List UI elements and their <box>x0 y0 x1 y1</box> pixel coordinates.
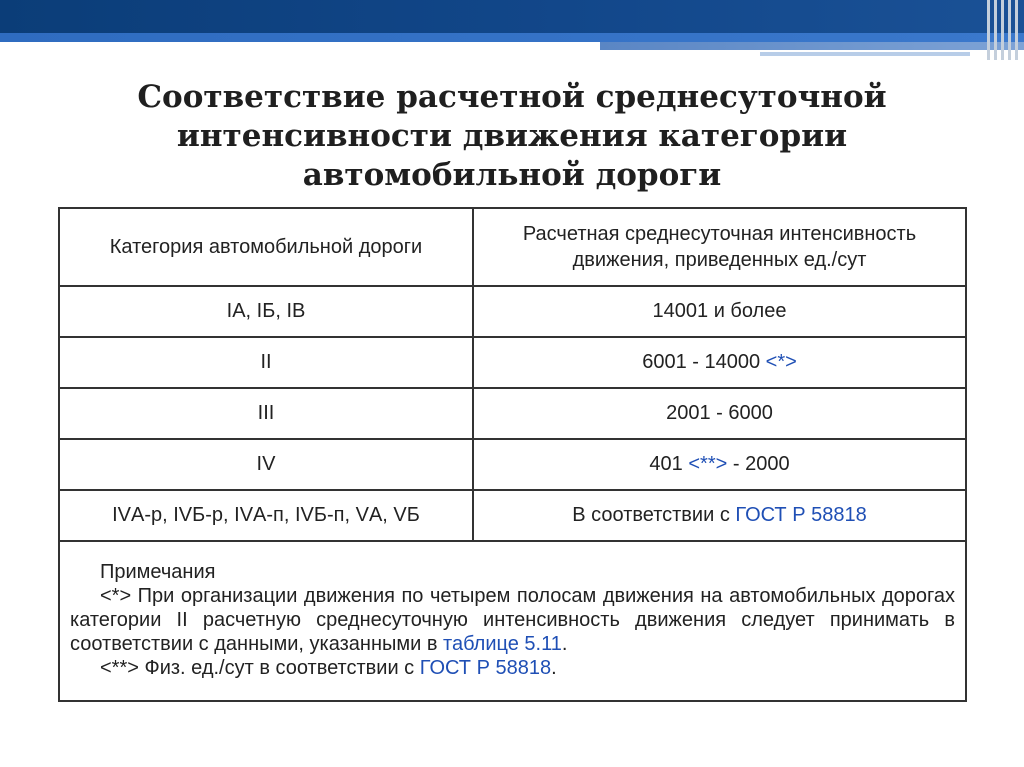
title-line-2: интенсивности движения категории <box>176 118 848 154</box>
slide-title <box>0 78 1024 195</box>
note-1 <box>70 584 955 656</box>
title-line-3: автомобильной дороги <box>302 157 722 193</box>
gost-link[interactable]: ГОСТ Р 58818 <box>735 504 867 526</box>
category-cell: IVА-р, IVБ-р, IVА-п, IVБ-п, VА, VБ <box>59 490 473 541</box>
note-1-text: <*> При организации движения по четырем полосам движения на автомобильных дорогах категории II расчетную среднесуточную интенсивность движения следует принимать в соответствии с данными, указанными в <box>70 585 955 655</box>
intensity-value-end: - 2000 <box>727 453 790 475</box>
banner-stripes <box>984 0 1024 60</box>
banner-band-dark <box>0 0 1024 33</box>
note-2 <box>70 656 955 680</box>
intensity-value: В соответствии с <box>572 504 736 526</box>
header-category: Категория автомобильной дороги <box>59 208 473 286</box>
footnote-ref-link[interactable]: <**> <box>688 453 728 475</box>
intensity-value-start: 401 <box>649 453 689 475</box>
intensity-cell <box>473 490 966 541</box>
intensity-cell <box>473 439 966 490</box>
footnote-ref-link[interactable]: <*> <box>765 351 797 373</box>
note-2-text: <**> Физ. ед./сут в соответствии с <box>100 657 420 679</box>
intensity-value: 6001 - 14000 <box>642 351 766 373</box>
gost-link[interactable]: ГОСТ Р 58818 <box>419 657 552 679</box>
header-intensity <box>473 208 966 286</box>
note-1-end: . <box>561 633 568 655</box>
intensity-cell: 2001 - 6000 <box>473 388 966 439</box>
table-5-11-link[interactable]: таблице 5.11 <box>443 633 562 655</box>
table-header-row <box>59 208 966 286</box>
category-cell: II <box>59 337 473 388</box>
category-cell: III <box>59 388 473 439</box>
header-intensity-line2: движения, приведенных ед./сут <box>572 249 867 271</box>
banner-band-pale <box>760 52 970 56</box>
banner-band-mid <box>0 33 1024 42</box>
table-row <box>59 388 966 439</box>
notes-cell <box>59 541 966 701</box>
note-2-end: . <box>551 657 557 679</box>
category-cell: IА, IБ, IВ <box>59 286 473 337</box>
notes-row <box>59 541 966 701</box>
table-row <box>59 337 966 388</box>
notes-heading: Примечания <box>100 561 216 583</box>
header-intensity-line1: Расчетная среднесуточная интенсивность <box>522 223 917 245</box>
category-cell: IV <box>59 439 473 490</box>
banner-band-light <box>600 42 1024 50</box>
intensity-table <box>58 207 967 702</box>
table-row <box>59 439 966 490</box>
intensity-cell: 14001 и более <box>473 286 966 337</box>
header-banner <box>0 0 1024 60</box>
table-row <box>59 286 966 337</box>
table-row <box>59 490 966 541</box>
title-line-1: Соответствие расчетной среднесуточной <box>137 79 887 115</box>
intensity-cell <box>473 337 966 388</box>
